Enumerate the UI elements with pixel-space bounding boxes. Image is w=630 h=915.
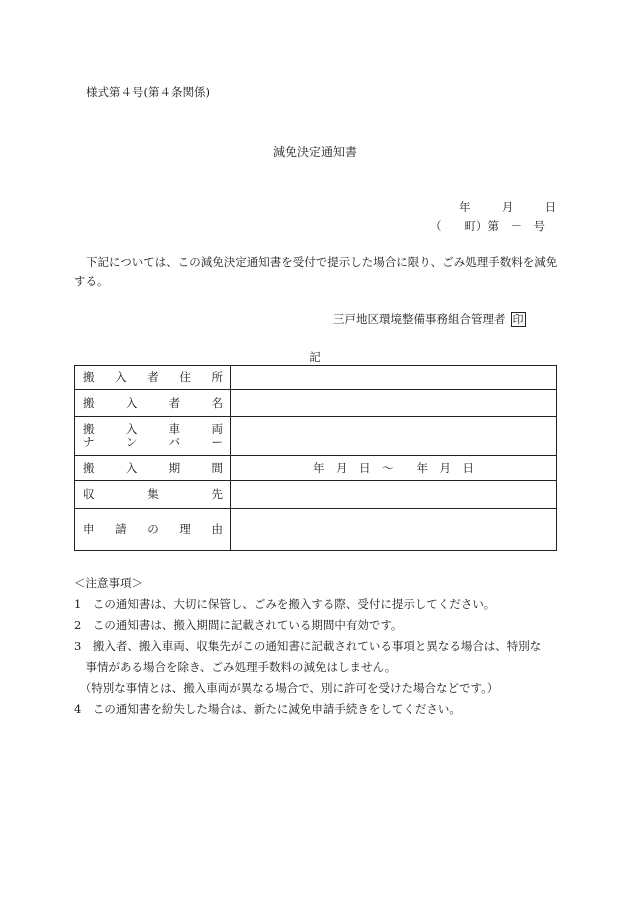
issuer-name: 三戸地区環境整備事務組合管理者 [333,312,506,326]
row-label [75,397,230,410]
row-label [75,423,230,436]
notice-table [74,365,557,551]
table-row [75,390,557,417]
label-char: バ [168,435,181,449]
note-item: 4 この通知書を紛失した場合は、新たに減免申請手続きをしてください。 [74,702,461,716]
note-item: 3 搬入者、搬入車両、収集先がこの通知書に記載されている事項と異なる場合は、特別な [74,639,542,653]
label-char: 搬 [83,395,95,410]
seal-mark: 印 [512,313,524,326]
note-item: 2 この通知書は、搬入期間に記載されている期間中有効です。 [74,618,403,632]
day-label: 日 [544,200,557,214]
value-cell[interactable] [231,390,557,417]
value-cell[interactable] [231,481,557,509]
label-char: 入 [125,395,138,410]
label-char: 期 [168,460,181,475]
notice-number-line: （ 町）第 － 号 [430,219,545,233]
table-row [75,417,557,456]
notes-heading: ＜注意事項＞ [74,576,143,590]
label-char: 住 [179,370,191,384]
label-char: 搬 [83,370,95,384]
row-label [75,488,230,501]
label-char: ナ [83,435,95,449]
month-label: 月 [501,200,514,214]
value-cell[interactable] [231,456,557,481]
year-label: 年 [459,200,471,214]
issuer-line [333,311,526,327]
label-char: 収 [83,487,95,501]
label-char: ー [211,435,223,449]
notes-section [74,573,541,720]
label-char: 入 [125,422,138,436]
label-char: 車 [168,422,181,436]
label-cell [75,366,231,390]
label-char: 搬 [83,422,95,436]
table-row [75,481,557,509]
note-item: 事情がある場合を除き、ごみ処理手数料の減免はしません。 [74,660,397,674]
table-row [75,366,557,390]
period-value: 年 月 日 ～ 年 月 日 [313,461,474,475]
ki-heading: 記 [309,350,321,364]
label-char: 入 [115,370,127,384]
label-char: 集 [147,487,159,501]
body-sentence: 下記については、この減免決定通知書を受付で提示した場合に限り、ごみ処理手数料を減免する。 [74,255,558,288]
label-cell [75,456,231,481]
row-label-line2 [75,436,230,449]
value-cell[interactable] [231,509,557,551]
note-item: （特別な事情とは、搬入車両が異なる場合で、別に許可を受けた場合などです。） [74,681,499,695]
label-char: 請 [115,522,127,536]
label-char: の [147,522,159,536]
note-item: 1 この通知書は、大切に保管し、ごみを搬入する際、受付に提示してください。 [74,597,496,611]
label-char: 所 [211,370,223,384]
document-title: 減免決定通知書 [272,145,357,159]
label-char: 名 [211,395,223,410]
label-char: 先 [211,487,223,501]
label-char: 由 [211,522,223,536]
label-char: 入 [125,460,138,475]
label-char: 理 [179,522,191,536]
label-char: 申 [83,522,95,536]
value-cell[interactable] [231,417,557,456]
label-char: 両 [211,422,223,436]
label-char: 間 [211,460,223,475]
label-cell [75,509,231,551]
label-char: 者 [147,370,159,384]
label-cell [75,390,231,417]
label-char: 者 [168,395,181,410]
body-text [74,253,560,291]
row-label [75,462,230,475]
label-cell [75,417,231,456]
row-label [75,523,230,536]
label-cell [75,481,231,509]
table-row [75,509,557,551]
label-char: 搬 [83,460,95,475]
row-label [75,371,230,384]
label-char: ン [125,435,138,449]
value-cell[interactable] [231,366,557,390]
table-row [75,456,557,481]
form-number: 様式第４号(第４条関係) [86,85,210,99]
date-line [459,199,556,215]
